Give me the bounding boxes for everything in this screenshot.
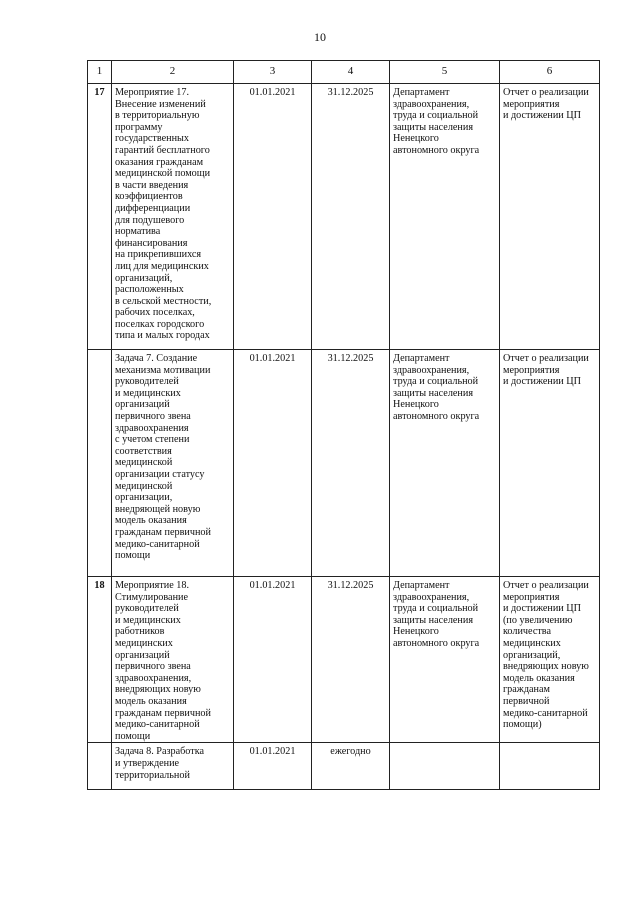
row-number: 18 <box>88 577 112 743</box>
row-end-date: 31.12.2025 <box>312 577 390 743</box>
header-cell: 4 <box>312 61 390 84</box>
page-number: 10 <box>314 30 326 44</box>
row-number: 17 <box>88 84 112 350</box>
row-start-date: 01.01.2021 <box>234 743 312 790</box>
header-cell: 5 <box>390 61 500 84</box>
table-header-row <box>88 61 600 84</box>
header-cell: 3 <box>234 61 312 84</box>
header-cell: 6 <box>500 61 600 84</box>
table-row <box>88 350 600 577</box>
row-result: Отчет о реализации мероприятия и достижении ЦП <box>500 84 600 350</box>
row-executor: Департамент здравоохранения, труда и социальной защиты населения Ненецкого автономного округа <box>390 350 500 577</box>
measures-table <box>87 60 600 790</box>
table-row <box>88 577 600 743</box>
row-end-date: ежегодно <box>312 743 390 790</box>
row-description: Задача 7. Создание механизма мотивации руководителей и медицинских организаций первичного звена здравоохранения с учетом степени соответствия медицинской организации статусу медицинской организации, внедряющей новую модель оказания гражданам первичной медико-санитарной помощи <box>112 350 234 577</box>
row-start-date: 01.01.2021 <box>234 350 312 577</box>
row-description: Мероприятие 17. Внесение изменений в территориальную программу государственных гарантий бесплатного оказания гражданам медицинской помощи в части введения коэффициентов дифференциации для подушевого норматива финансирования на прикрепившихся лиц для медицинских организаций, расположенных в сельской местности, рабочих поселках, поселках городского типа и малых городах <box>112 84 234 350</box>
row-executor: Департамент здравоохранения, труда и социальной защиты населения Ненецкого автономного округа <box>390 577 500 743</box>
row-description: Задача 8. Разработка и утверждение территориальной <box>112 743 234 790</box>
row-executor <box>390 743 500 790</box>
table-row <box>88 84 600 350</box>
row-result: Отчет о реализации мероприятия и достижении ЦП <box>500 350 600 577</box>
row-start-date: 01.01.2021 <box>234 577 312 743</box>
row-description: Мероприятие 18. Стимулирование руководителей и медицинских работников медицинских организаций первичного звена здравоохранения, внедряющих новую модель оказания гражданам первичной медико-санитарной помощи <box>112 577 234 743</box>
row-number <box>88 350 112 577</box>
row-number <box>88 743 112 790</box>
row-start-date: 01.01.2021 <box>234 84 312 350</box>
header-cell: 2 <box>112 61 234 84</box>
row-result: Отчет о реализации мероприятия и достижении ЦП (по увеличению количества медицинских организаций, внедряющих новую модель оказания гражданам первичной медико-санитарной помощи) <box>500 577 600 743</box>
row-result <box>500 743 600 790</box>
header-cell: 1 <box>88 61 112 84</box>
row-executor: Департамент здравоохранения, труда и социальной защиты населения Ненецкого автономного округа <box>390 84 500 350</box>
row-end-date: 31.12.2025 <box>312 84 390 350</box>
row-end-date: 31.12.2025 <box>312 350 390 577</box>
table-row <box>88 743 600 790</box>
